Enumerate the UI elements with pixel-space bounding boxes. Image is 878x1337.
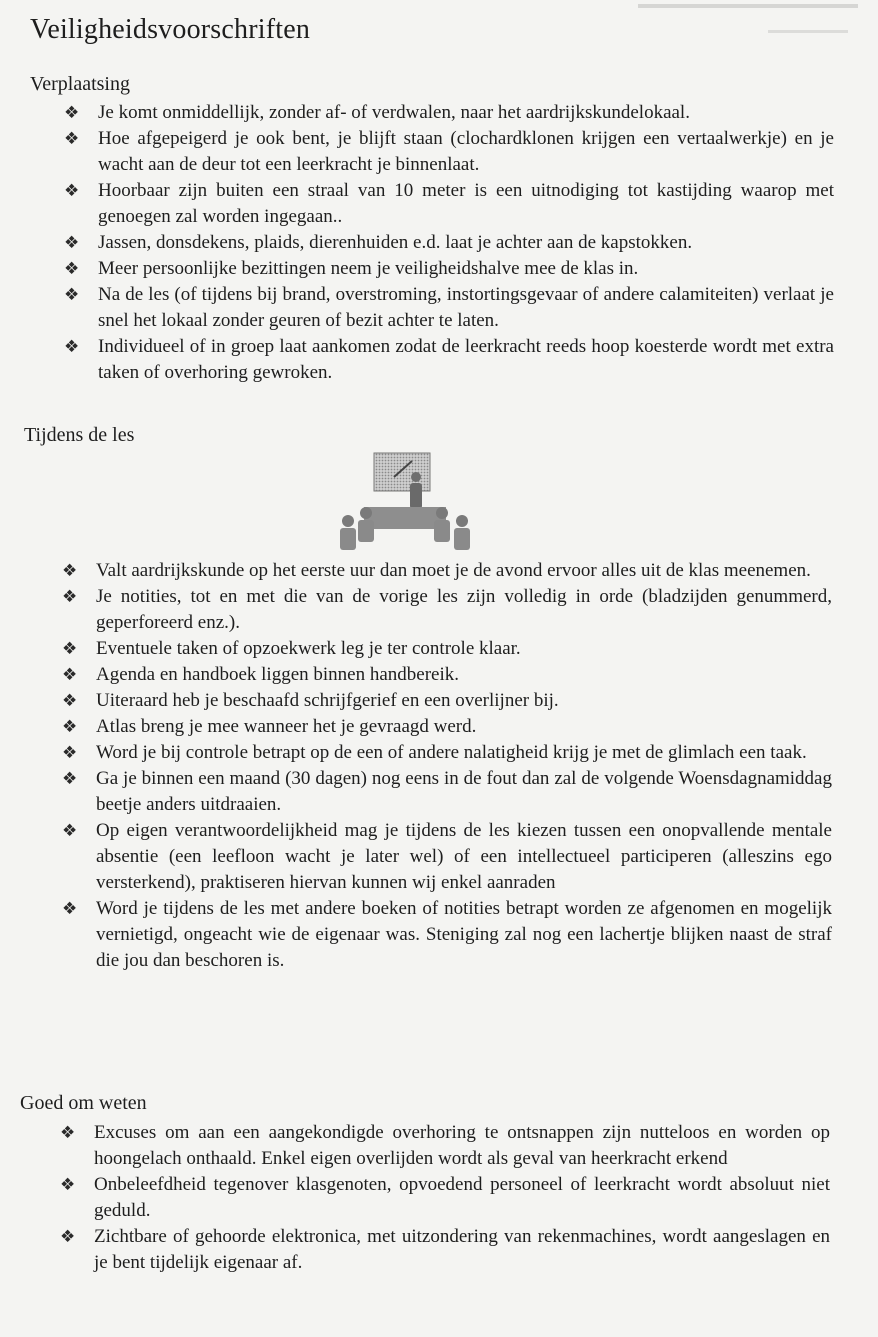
diamond-bullet-icon: ❖ [62, 717, 78, 737]
list-item: ❖ Eventuele taken of opzoekwerk leg je ter controle klaar. [62, 636, 832, 662]
list-item: ❖ Na de les (of tijdens bij brand, overstroming, instortingsgevaar of andere calamiteiten) verlaat je snel het lokaal zonder geuren of bezit achter te laten. [64, 284, 834, 331]
scan-bleed-mark [618, 0, 878, 40]
diamond-bullet-icon: ❖ [64, 129, 80, 149]
diamond-bullet-icon: ❖ [60, 1123, 76, 1143]
list-item: ❖ Je notities, tot en met die van de vorige les zijn volledig in orde (bladzijden genummerd, geperforeerd enz.). [62, 586, 832, 633]
list-item: ❖ Zichtbare of gehoorde elektronica, met uitzondering van rekenmachines, wordt aangeslagen en je bent tijdelijk eigenaar af. [60, 1226, 830, 1273]
diamond-bullet-icon: ❖ [64, 233, 80, 253]
diamond-bullet-icon: ❖ [62, 821, 78, 841]
list-item: ❖ Hoorbaar zijn buiten een straal van 10 meter is een uitnodiging tot kastijding waarop met genoegen zal worden ingegaan.. [64, 180, 834, 227]
diamond-bullet-icon: ❖ [60, 1227, 76, 1247]
section-heading-verplaatsing: Verplaatsing [30, 73, 130, 95]
section-list-verplaatsing [64, 100, 834, 386]
section-heading-goed-om-weten: Goed om weten [20, 1092, 147, 1114]
list-item: ❖ Op eigen verantwoordelijkheid mag je tijdens de les kiezen tussen een onopvallende mentale absentie (een leefloon wacht je later wel) of een intellectueel participeren (alleszins ego versterkend), praktiseren hiervan kunnen wij enkel aanraden [62, 820, 832, 893]
classroom-lecture-clipart-icon [336, 447, 474, 551]
section-list-goed-om-weten [60, 1120, 830, 1276]
diamond-bullet-icon: ❖ [62, 691, 78, 711]
list-item: ❖ Word je tijdens de les met andere boeken of notities betrapt worden ze afgenomen en mogelijk vernietigd, ongeacht wie de eigenaar was. Steniging zal nog een lachertje blijken naast de straf die jou dan beschoren is. [62, 898, 832, 971]
diamond-bullet-icon: ❖ [62, 561, 78, 581]
diamond-bullet-icon: ❖ [62, 899, 78, 919]
list-item: ❖ Ga je binnen een maand (30 dagen) nog eens in de fout dan zal de volgende Woensdagnamiddag beetje anders uitdraaien. [62, 768, 832, 815]
diamond-bullet-icon: ❖ [62, 769, 78, 789]
diamond-bullet-icon: ❖ [64, 181, 80, 201]
diamond-bullet-icon: ❖ [62, 587, 78, 607]
list-item: ❖ Valt aardrijkskunde op het eerste uur dan moet je de avond ervoor alles uit de klas meenemen. [62, 558, 832, 584]
diamond-bullet-icon: ❖ [62, 639, 78, 659]
diamond-bullet-icon: ❖ [60, 1175, 76, 1195]
diamond-bullet-icon: ❖ [64, 337, 80, 357]
list-item: ❖ Word je bij controle betrapt op de een of andere nalatigheid krijg je met de glimlach een taak. [62, 740, 832, 766]
page-title: Veiligheidsvoorschriften [30, 14, 311, 45]
diamond-bullet-icon: ❖ [62, 665, 78, 685]
diamond-bullet-icon: ❖ [64, 259, 80, 279]
list-item: ❖ Individueel of in groep laat aankomen zodat de leerkracht reeds hoop koesterde wordt met extra taken of overhoring gewroken. [64, 336, 834, 383]
list-item: ❖ Uiteraard heb je beschaafd schrijfgerief en een overlijner bij. [62, 688, 832, 714]
diamond-bullet-icon: ❖ [62, 743, 78, 763]
section-heading-tijdens-de-les: Tijdens de les [24, 424, 135, 446]
diamond-bullet-icon: ❖ [64, 285, 80, 305]
list-item: ❖ Meer persoonlijke bezittingen neem je veiligheidshalve mee de klas in. [64, 256, 834, 282]
list-item: ❖ Jassen, donsdekens, plaids, dierenhuiden e.d. laat je achter aan de kapstokken. [64, 230, 834, 256]
list-item: ❖ Onbeleefdheid tegenover klasgenoten, opvoedend personeel of leerkracht wordt absoluut niet geduld. [60, 1174, 830, 1221]
list-item: ❖ Agenda en handboek liggen binnen handbereik. [62, 662, 832, 688]
list-item: ❖ Je komt onmiddellijk, zonder af- of verdwalen, naar het aardrijkskundelokaal. [64, 100, 834, 126]
section-list-tijdens-de-les [62, 558, 832, 974]
list-item: ❖ Hoe afgepeigerd je ook bent, je blijft staan (clochardklonen krijgen een vertaalwerkje) en je wacht aan de deur tot een leerkracht je binnenlaat. [64, 128, 834, 175]
list-item: ❖ Excuses om aan een aangekondigde overhoring te ontsnappen zijn nutteloos en worden op hoongelach onthaald. Enkel eigen overlijden wordt als geval van heerkracht erkend [60, 1122, 830, 1169]
list-item: ❖ Atlas breng je mee wanneer het je gevraagd werd. [62, 714, 832, 740]
diamond-bullet-icon: ❖ [64, 103, 80, 123]
